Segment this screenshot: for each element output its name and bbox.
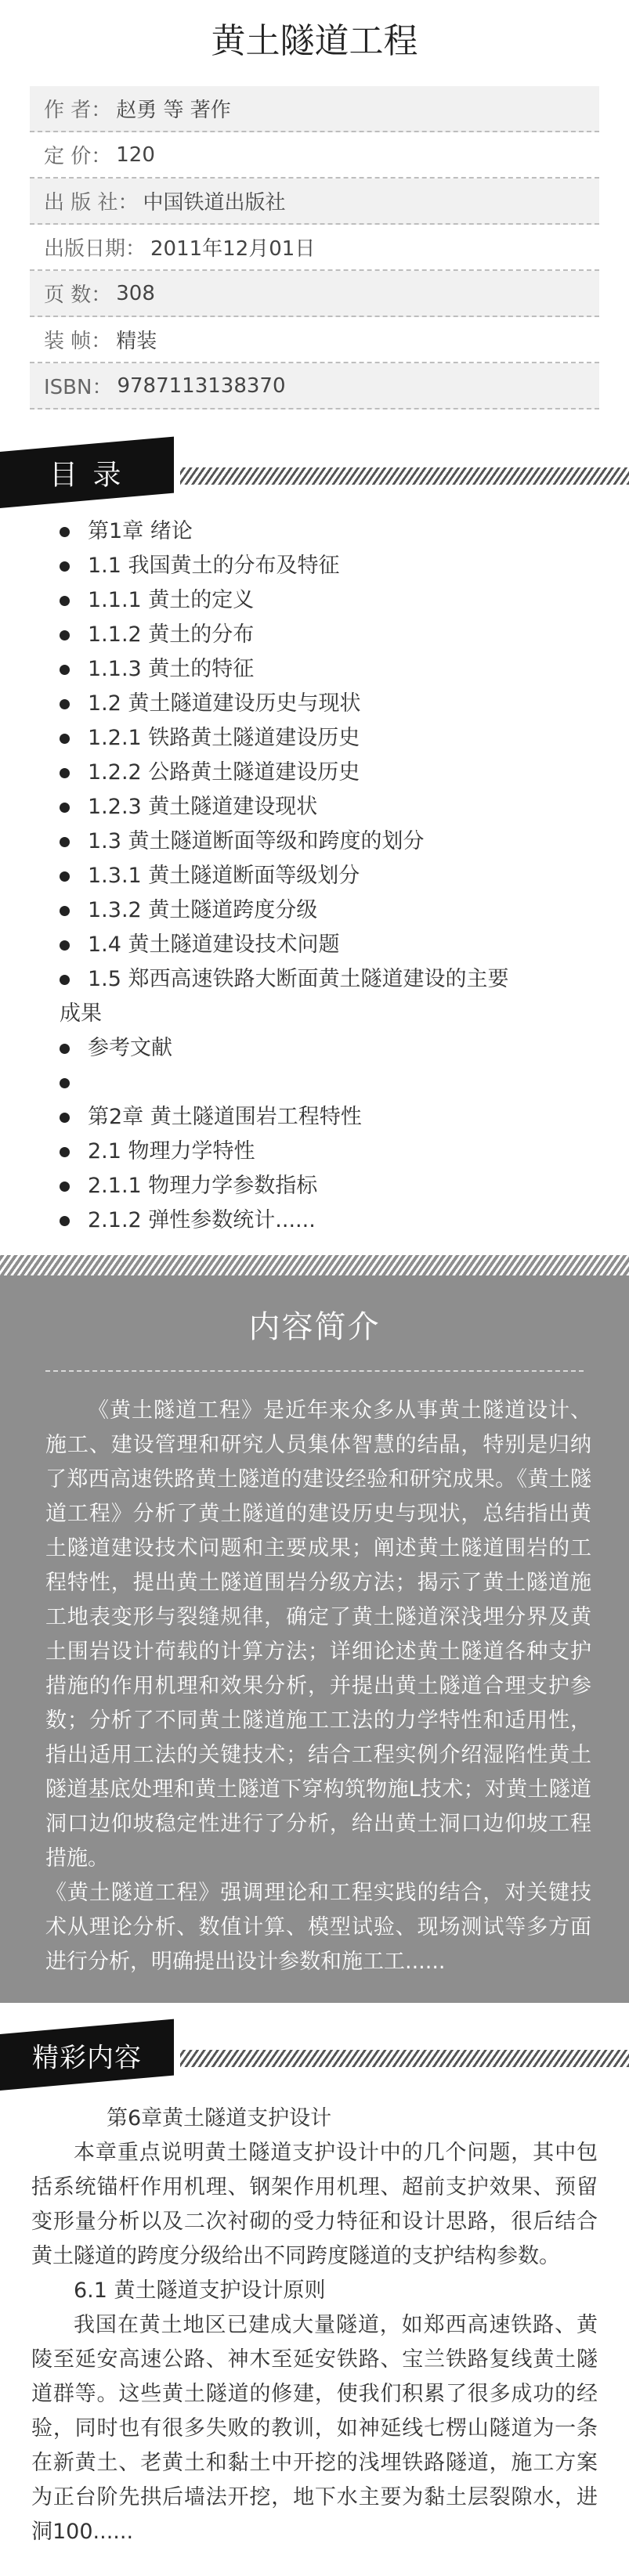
toc-item: 1.1 我国黄土的分布及特征 bbox=[60, 549, 598, 583]
info-label: 定 价： bbox=[44, 145, 112, 168]
toc-item: 1.2.1 铁路黄土隧道建设历史 bbox=[60, 721, 598, 756]
excerpt-paragraph: 我国在黄土地区已建成大量隧道，如郑西高速铁路、黄陵至延安高速公路、神木至延安铁路、宝兰铁路复线黄土隧道群等。这些黄土隧道的修建，使我们积累了很多成功的经验，同时也有很多失败的教训，如神延线七楞山隧道为一条在新黄土、老黄土和黏土中开挖的浅埋铁路隧道，施工方案为正台阶先拱后墙法开挖，地下水主要为黏土层裂隙水，进洞100...... bbox=[31, 2313, 598, 2544]
toc-item: 1.3.1 黄土隧道断面等级划分 bbox=[60, 859, 598, 893]
toc-heading: 目 录 bbox=[49, 458, 125, 491]
toc-item: 1.1.1 黄土的定义 bbox=[60, 583, 598, 618]
toc-list bbox=[0, 514, 629, 1238]
excerpt-body bbox=[0, 2097, 629, 2549]
toc-item: 2.1.1 物理力学参数指标 bbox=[60, 1169, 598, 1203]
info-label: 出 版 社： bbox=[44, 191, 139, 215]
toc-item: 1.3.2 黄土隧道跨度分级 bbox=[60, 893, 598, 928]
summary-paragraph: 《黄土隧道工程》是近年来众多从事黄土隧道设计、施工、建设管理和研究人员集体智慧的结晶，特别是归纳了郑西高速铁路黄土隧道的建设经验和研究成果。《黄土隧道工程》分析了黄土隧道的建设历史与现状，总结指出黄土隧道建设技术问题和主要成果；阐述黄土隧道围岩的工程特性，提出黄土隧道围岩分级方法；揭示了黄土隧道施工地表变形与裂缝规律，确定了黄土隧道深浅埋分界及黄土围岩设计荷载的计算方法；详细论述黄土隧道各种支护措施的作用机理和效果分析，并提出黄土隧道合理支护参数；分析了不同黄土隧道施工工法的力学特性和适用性，指出适用工法的关键技术；结合工程实例介绍湿陷性黄土隧道基底处理和黄土隧道下穿构筑物施L技术；对黄土隧道洞口边仰坡稳定性进行了分析，给出黄土洞口边仰坡工程措施。 bbox=[45, 1398, 591, 1871]
hatch-divider bbox=[180, 2050, 629, 2067]
excerpt-paragraph: 本章重点说明黄土隧道支护设计中的几个问题，其中包括系统锚杆作用机理、钢架作用机理、超前支护效果、预留变形量分析以及二次衬砌的受力特征和设计思路，很后结合黄土隧道的跨度分级给出不同跨度隧道的支护结构参数。 bbox=[31, 2141, 598, 2268]
info-value: 120 bbox=[116, 143, 155, 167]
summary-paragraph: 《黄土隧道工程》强调理论和工程实践的结合，对关键技术从理论分析、数值计算、模型试验、现场测试等多方面进行分析，明确提出设计参数和施工工...... bbox=[45, 1881, 591, 1974]
toc-item: 2.1 物理力学特性 bbox=[60, 1135, 598, 1169]
excerpt-chapter: 第6章黄土隧道支护设计 bbox=[107, 2106, 332, 2130]
info-label: ISBN： bbox=[44, 376, 113, 399]
info-label: 装 帧： bbox=[44, 330, 112, 353]
info-row-pages bbox=[30, 271, 599, 317]
toc-item: 第2章 黄土隧道围岩工程特性 bbox=[60, 1100, 598, 1135]
summary-section bbox=[0, 1255, 629, 2003]
excerpt-header bbox=[0, 2034, 629, 2097]
info-row-author bbox=[30, 86, 599, 132]
excerpt-heading: 精彩内容 bbox=[32, 2041, 142, 2073]
toc-item-wrapped bbox=[60, 962, 598, 1031]
info-value: 308 bbox=[116, 281, 155, 305]
dashed-divider bbox=[45, 1370, 584, 1372]
book-info-list bbox=[0, 86, 629, 409]
toc-item: 1.2.2 公路黄土隧道建设历史 bbox=[60, 756, 598, 790]
toc-item: 1.2.3 黄土隧道建设现状 bbox=[60, 790, 598, 824]
info-row-date bbox=[30, 225, 599, 271]
info-row-publisher bbox=[30, 179, 599, 225]
info-row-binding bbox=[30, 317, 599, 363]
toc-item: 2.1.2 弹性参数统计...... bbox=[60, 1203, 598, 1238]
info-value: 赵勇 等 著作 bbox=[116, 99, 231, 122]
info-value: 中国铁道出版社 bbox=[143, 191, 286, 215]
info-value: 精装 bbox=[116, 330, 157, 353]
toc-item-continuation: 成果 bbox=[60, 1001, 102, 1026]
info-row-isbn bbox=[30, 363, 599, 409]
book-title: 黄土隧道工程 bbox=[211, 21, 418, 61]
info-value: 9787113138370 bbox=[117, 373, 286, 398]
toc-item-text: 1.5 郑西高速铁路大断面黄土隧道建设的主要 bbox=[88, 967, 509, 991]
summary-heading: 内容简介 bbox=[248, 1309, 381, 1345]
hatch-divider bbox=[0, 1255, 629, 1275]
toc-item: 第1章 绪论 bbox=[60, 514, 598, 549]
summary-body bbox=[0, 1394, 629, 1979]
toc-item: 参考文献 bbox=[60, 1031, 598, 1066]
info-label: 作 者： bbox=[44, 99, 112, 122]
toc-item: 1.1.2 黄土的分布 bbox=[60, 618, 598, 652]
toc-item: 1.1.3 黄土的特征 bbox=[60, 652, 598, 687]
toc-item: 1.3 黄土隧道断面等级和跨度的划分 bbox=[60, 824, 598, 859]
info-label: 出版日期： bbox=[44, 237, 146, 261]
info-row-price bbox=[30, 132, 599, 179]
toc-item: 1.2 黄土隧道建设历史与现状 bbox=[60, 687, 598, 721]
info-label: 页 数： bbox=[44, 283, 112, 307]
info-value: 2011年12月01日 bbox=[150, 237, 316, 261]
toc-item-empty bbox=[60, 1066, 598, 1100]
toc-header bbox=[0, 452, 629, 514]
toc-heading-tag bbox=[0, 437, 174, 508]
hatch-divider bbox=[180, 467, 629, 485]
toc-item: 1.4 黄土隧道建设技术问题 bbox=[60, 928, 598, 962]
excerpt-heading-tag bbox=[0, 2019, 174, 2091]
excerpt-section: 6.1 黄土隧道支护设计原则 bbox=[74, 2278, 326, 2303]
